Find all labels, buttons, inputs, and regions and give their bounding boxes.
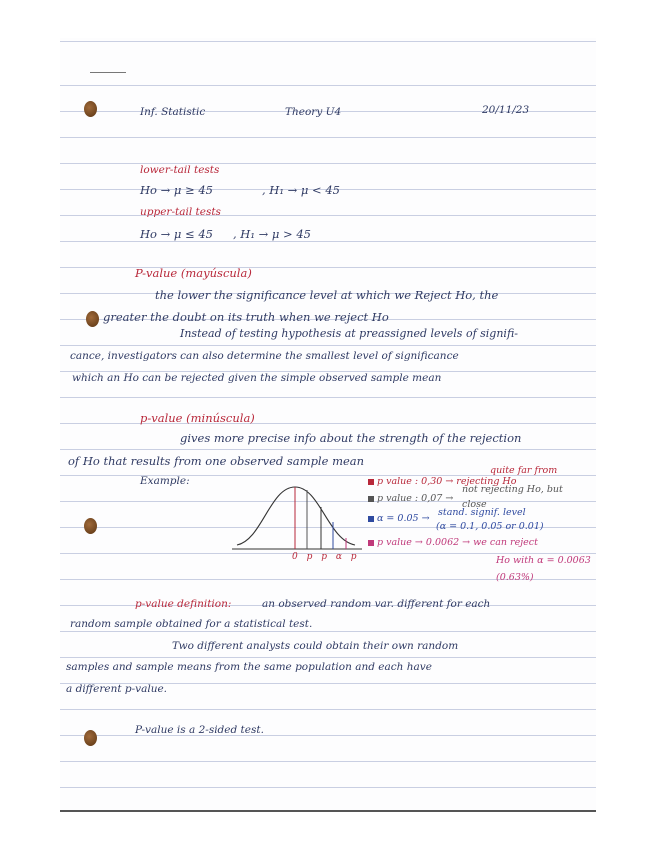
example-label: Example: xyxy=(140,475,190,487)
note-sub: (α = 0.1, 0.05 or 0.01) xyxy=(436,521,544,532)
lower-tail-h1: , H₁ → μ < 45 xyxy=(262,183,340,197)
example-note: α = 0.05 → xyxy=(368,513,430,524)
p-value-upper-title: P-value (mayúscula) xyxy=(135,266,252,280)
note-after: stand. signif. level xyxy=(438,507,526,518)
header-subject: Inf. Statistic xyxy=(140,106,206,118)
definition-title: p-value definition: xyxy=(135,598,232,610)
note-sub: Ho with α = 0.0063 xyxy=(496,555,591,566)
p-value-lower-title: p-value (minúscula) xyxy=(140,411,255,425)
p-value-upper-line: the lower the significance level at which we Reject Ho, the xyxy=(155,288,499,302)
p-value-upper-line: greater the doubt on its truth when we reject Ho xyxy=(103,310,389,324)
example-note: p value : 0,30 → rejecting Ho xyxy=(368,476,516,487)
p-value-lower-line: gives more precise info about the strength of the rejection xyxy=(180,431,522,445)
header-topic: Theory U4 xyxy=(285,106,342,118)
note-sub: (0.63%) xyxy=(496,572,534,583)
upper-tail-h1: , H₁ → μ > 45 xyxy=(233,227,311,241)
definition-line: Two different analysts could obtain their own random xyxy=(172,640,459,652)
example-note: p value : 0,07 → xyxy=(368,493,453,504)
example-note: p value → 0.0062 → we can reject xyxy=(368,537,538,548)
upper-tail-title: upper-tail tests xyxy=(140,206,221,218)
header-date: 20/11/23 xyxy=(482,104,530,116)
upper-tail-h0: Ho → μ ≤ 45 xyxy=(140,227,213,241)
p-value-upper-line: which an Ho can be rejected given the simple observed sample mean xyxy=(72,372,442,384)
p-value-upper-line: cance, investigators can also determine the smallest level of significance xyxy=(70,350,459,362)
note-above: quite far from xyxy=(490,465,558,476)
lower-tail-h0: Ho → μ ≥ 45 xyxy=(140,183,213,197)
definition-line: a different p-value. xyxy=(66,683,168,695)
lower-tail-title: lower-tail tests xyxy=(140,164,220,176)
note-above: not rejecting Ho, but xyxy=(462,484,563,495)
definition-line: samples and sample means from the same population and each have xyxy=(66,661,432,673)
definition-line: random sample obtained for a statistical test. xyxy=(70,618,313,630)
definition-line: an observed random var. different for each xyxy=(262,598,491,610)
bell-curve xyxy=(237,487,355,545)
p-value-lower-line: of Ho that results from one observed sample mean xyxy=(68,454,365,468)
note-after: close xyxy=(462,499,487,510)
axis-labels: 0 p p α p xyxy=(292,552,360,562)
closing-note: P-value is a 2-sided test. xyxy=(135,724,264,736)
p-value-upper-line: Instead of testing hypothesis at preassigned levels of signifi- xyxy=(180,327,518,340)
